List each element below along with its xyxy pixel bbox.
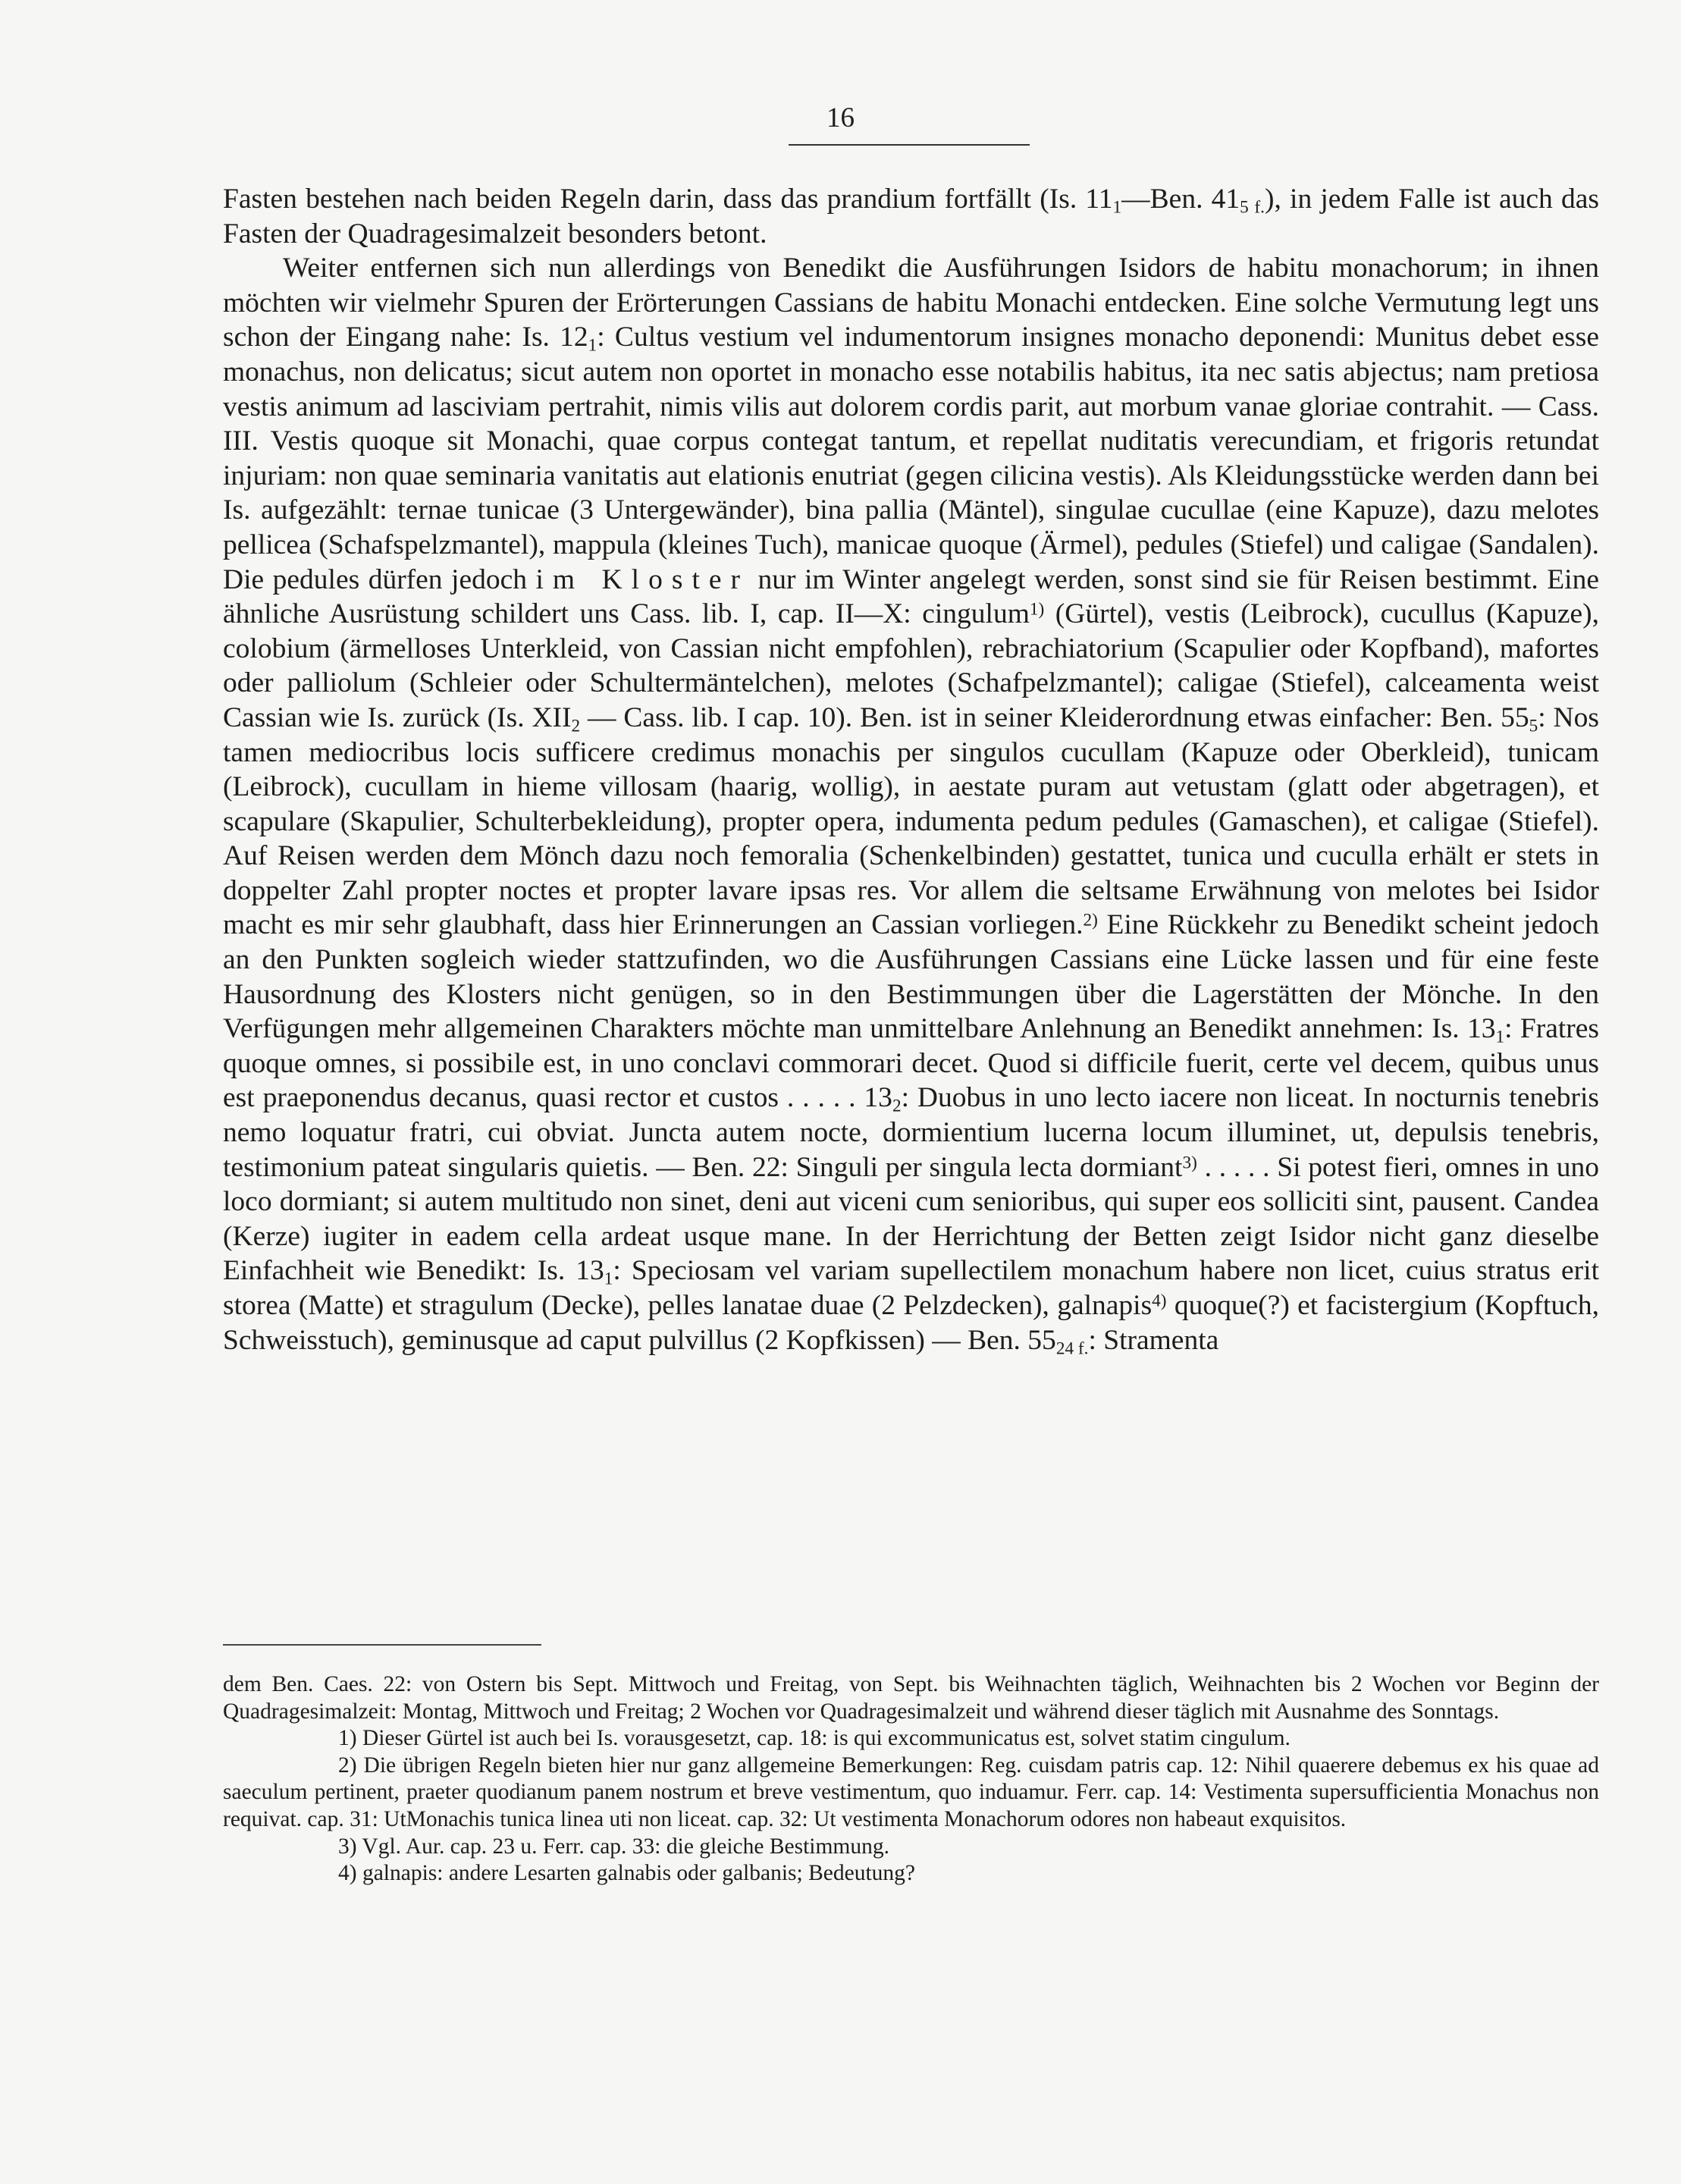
paragraph-habitu-monachorum — [223, 251, 1599, 1357]
header-rule — [789, 144, 1030, 146]
spaced-emphasis: im Kloster — [535, 563, 749, 595]
subscript: 2 — [892, 1096, 902, 1116]
text-run: Eine Rückkehr zu Benedikt scheint jedoch an den Punkten sogleich wieder stattzufinden, wo die Ausführungen Cassians eine Lücke lassen und für eine feste Hausordnung des Klosters nicht genügen, so in den Bestimmungen über die Lagerstätten der Mönche. In den Verfügungen mehr allgemeinen Charakters möchte man unmittelbare Anlehnung an Benedikt annehmen: Is. 13 — [223, 909, 1599, 1045]
text-run: ), in jedem Falle ist auch das Fasten der Quadragesimalzeit besonders betont. — [223, 184, 1599, 249]
text-run: : Duobus in uno lecto iacere non liceat. In nocturnis tenebris nemo loquatur fratri, cui obviat. Juncta autem nocte, dormientium lucerna locum illuminet, ut, depulsis tenebris, testimonium pateat singularis quietis. — Ben. 22: Singuli per singula lecta dormiant — [223, 1082, 1599, 1183]
footnote-rule — [223, 1644, 541, 1646]
footnote-continuation: dem Ben. Caes. 22: von Ostern bis Sept. Mittwoch und Freitag, von Sept. bis Weihnachten täglich, Weihnachten bis 2 Wochen vor Beginn der Quadragesimalzeit: Montag, Mittwoch und Freitag; 2 Wochen vor Quadragesimalzeit und während dieser täglich mit Ausnahme des Sonntags. — [223, 1672, 1599, 1724]
footnote-ref: 1) — [1029, 599, 1045, 620]
subscript: 1 — [1495, 1027, 1505, 1047]
text-run: Fasten bestehen nach beiden Regeln darin, dass das prandium fortfällt (Is. 11 — [223, 184, 1113, 215]
footnote-3: 3) Vgl. Aur. cap. 23 u. Ferr. cap. 33: die gleiche Bestimmung. — [338, 1834, 889, 1859]
text-run: : Speciosam vel variam supellectilem monachum habere non licet, cuius stratus erit storea (Matte) et stragulum (Decke), pelles lanatae duae (2 Pelzdecken), galnapis — [223, 1255, 1599, 1321]
footnote-ref: 3) — [1182, 1153, 1197, 1173]
text-run: . . . . . Si potest fieri, omnes in uno loco dormiant; si autem multitudo non sinet, deni aut viceni cum senioribus, qui super eos solliciti sint, pausent. Candea (Kerze) iugiter in eadem cella ardeat usque mane. In der Herrichtung der Betten zeigt Isidor nicht ganz dieselbe Einfachheit wie Benedikt: Is. 13 — [223, 1151, 1599, 1287]
subscript: 2 — [571, 716, 581, 736]
footnote-2: 2) Die übrigen Regeln bieten hier nur ganz allgemeine Bemerkungen: Reg. cuisdam patris cap. 12: Nihil quaerere debemus ex his quae ad saeculum pertinent, praeter quodianum panem nostrum et breve vestimentum, quo induamur. Ferr. cap. 14: Vestimenta supersufficientia Monachus non requivat. cap. 31: UtMonachis tunica linea uti non liceat. cap. 32: Ut vestimenta Monachorum odores non habeaut exquisitos. — [223, 1753, 1599, 1831]
text-run: : Nos tamen mediocribus locis sufficere credimus monachis per singulos cucullam (Kapuze oder Oberkleid), tunicam (Leibrock), cucullam in hieme villosam (haarig, wollig), in aestate puram aut vetustam (glatt oder abgetragen), et scapulare (Skapulier, Schulterbekleidung), propter opera, indumenta pedum pedules (Gamaschen), et caligae (Stiefel). Auf Reisen werden dem Mönch dazu noch femoralia (Schenkelbinden) gestattet, tunica und cuculla erhält er stets in doppelter Zahl propter noctes et propter lavare ipsas res. Vor allem die seltsame Erwähnung von melotes bei Isidor macht es mir sehr glaubhaft, dass hier Erinnerungen an Cassian vorliegen. — [223, 701, 1599, 941]
subscript: 5 f. — [1240, 197, 1265, 218]
subscript: 1 — [604, 1269, 613, 1289]
footnote-4: 4) galnapis: andere Lesarten galnabis oder galbanis; Bedeutung? — [338, 1861, 915, 1886]
page-number: 16 — [826, 102, 855, 133]
main-text — [223, 182, 1599, 1357]
text-run: : Cultus vestium vel indumentorum insignes monacho deponendi: Munitus debet esse monachus, non delicatus; sicut autem non oportet in monacho esse notabilis habitus, ita nec satis abjectus; nam pretiosa vestis animum ad lasciviam pertrahit, nimis vilis aut dolorem cordis parit, aut morbum vanae gloriae contrahit. — Cass. III. Vestis quoque sit Monachi, quae corpus contegat tantum, et repellat nuditatis verecundiam, et frigoris retundat injuriam: non quae seminaria vanitatis aut elationis enutriat (gegen cilicina vestis). Als Kleidungsstücke werden dann bei Is. aufgezählt: ternae tunicae (3 Untergewänder), bina pallia (Mäntel), singulae cucullae (eine Kapuze), dazu melotes pellicea (Schafspelzmantel), mappula (kleines Tuch), manicae quoque (Ärmel), pedules (Stiefel) und caligae (Sandalen). Die pedules dürfen jedoch — [223, 322, 1599, 595]
paragraph-fasten — [223, 182, 1599, 251]
subscript: 24 f. — [1055, 1338, 1089, 1359]
text-run: quoque(?) et facistergium (Kopftuch, Schweisstuch), geminusque ad caput pulvillus (2 Kopfkissen) — Ben. 55 — [223, 1290, 1599, 1356]
text-run: Weiter entfernen sich nun allerdings von Benedikt die Ausführungen Isidors de habitu monachorum; in ihnen möchten wir vielmehr Spuren der Erörterungen Cassians de habitu Monachi entdecken. Eine solche Vermutung legt uns schon der Eingang nahe: Is. 12 — [223, 253, 1599, 353]
text-run: — Cass. lib. I cap. 10). Ben. ist in seiner Kleiderordnung etwas einfacher: Ben. 55 — [580, 701, 1529, 733]
text-run: : Fratres quoque omnes, si possibile est, in uno conclavi commorari decet. Quod si difficile fuerit, certe vel decem, quibus unus est praeponendus decanus, quasi rector et custos . . . . . 13 — [223, 1013, 1599, 1114]
footnote-ref: 2) — [1083, 911, 1098, 931]
footnotes — [223, 1671, 1599, 1887]
footnote-ref: 4) — [1152, 1291, 1167, 1311]
footnote-1: 1) Dieser Gürtel ist auch bei Is. vorausgesetzt, cap. 18: is qui excommunicatus est, solvet statim cingulum. — [338, 1726, 1291, 1751]
text-run: : Stramenta — [1088, 1324, 1219, 1356]
text-run: —Ben. 41 — [1121, 184, 1240, 215]
subscript: 5 — [1529, 716, 1538, 736]
subscript: 1 — [1112, 197, 1122, 218]
text-run: (Gürtel), vestis (Leibrock), cucullus (Kapuze), colobium (ärmelloses Unterkleid, von Cassian nicht empfohlen), rebrachiatorium (Scapulier oder Kopfband), mafortes oder palliolum (Schleier oder Schultermäntelchen), melotes (Schafpelzmantel); caligae (Stiefel), calceamenta weist Cassian wie Is. zurück (Is. XII — [223, 598, 1599, 733]
text-run: nur im Winter angelegt werden, sonst sind sie für Reisen bestimmt. Eine ähnliche Ausrüstung schildert uns Cass. lib. I, cap. II—X: cingulum — [223, 563, 1599, 630]
subscript: 1 — [588, 335, 597, 356]
